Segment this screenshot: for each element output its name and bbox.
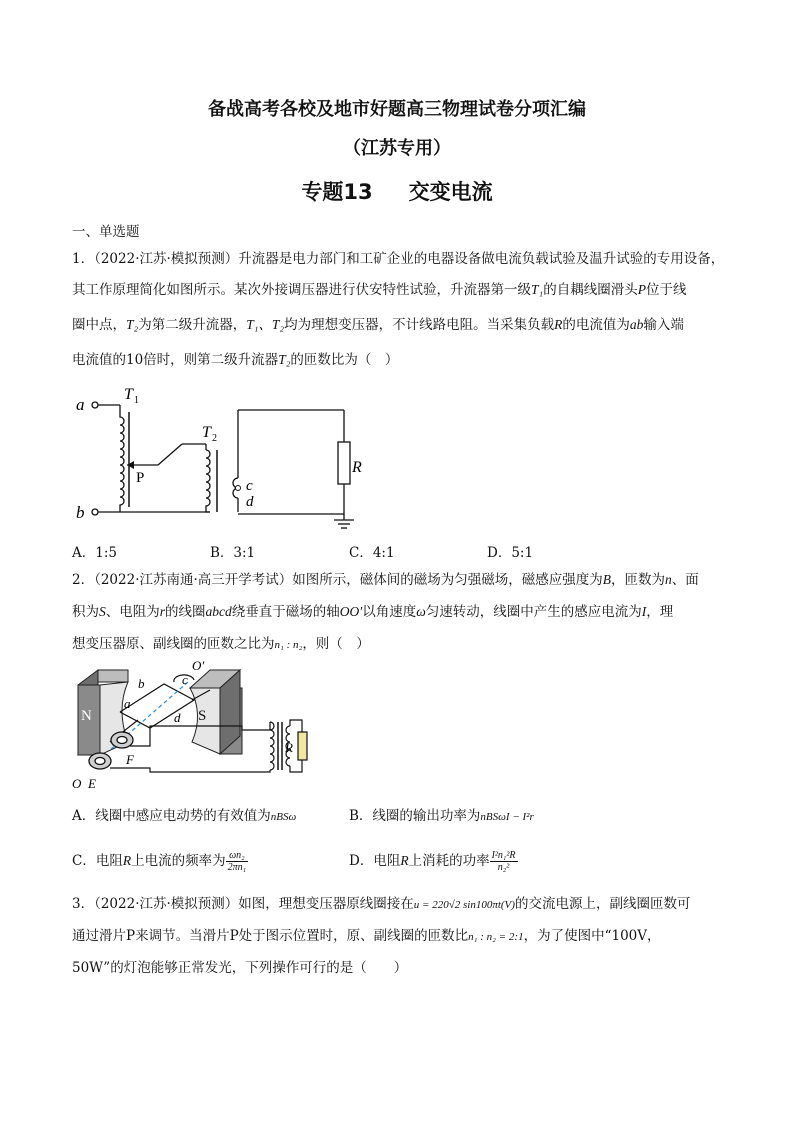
q2-line-1: 2．（2022·江苏南通·高三开学考试）如图所示，磁体间的磁场为匀强磁场，磁感应强度为B，匝数为n、面 <box>72 572 699 588</box>
q1-label-a: a <box>76 395 85 414</box>
title-line-2: （江苏专用） <box>343 138 451 159</box>
q1-label-t2-sub: 2 <box>212 433 217 444</box>
q2-option-c-fraction: $\frac{\text{ωn₂}}{\text{2πn₁}}$ <box>227 850 247 873</box>
q2-option-c[interactable]: C．电阻R上电流的频率为 $\frac{\text{ωn₂}}{\text{2πn₁}}$ <box>72 850 247 873</box>
q1-line-3: 圈中点，T₂为第二级升流器，T₁、T₂均为理想变压器，不计线路电阻。当采集负载R的电流值为ab输入端 <box>72 317 684 333</box>
q1-line-1: 1．（2022·江苏·模拟预测）升流器是电力部门和工矿企业的电器设备做电流负载试验及温升试验的专用设备， <box>72 251 725 267</box>
q1-label-t1-sub: 1 <box>134 395 139 406</box>
topic-title <box>0 176 794 206</box>
q2-line-3: 想变压器原、副线圈的匝数之比为n₁ : n₂，则（ ） <box>72 636 370 652</box>
q1-label-c: c <box>246 478 253 494</box>
q1-label-b: b <box>76 503 85 522</box>
q1-label-r: R <box>352 459 362 476</box>
q2-label-a: a <box>124 696 131 711</box>
q1-option-d[interactable]: D．5:1 <box>487 545 534 561</box>
q3-line-2: 通过滑片P来调节。当滑片P处于图示位置时，原、副线圈的匝数比n₁ : n₂ = 2:1，为了使图中“100V， <box>72 928 661 944</box>
q1-line-2: 其工作原理简化如图所示。某次外接调压器进行伏安特性试验，升流器第一级T₁的自耦线圈滑头P位于线 <box>72 282 687 298</box>
q2-label-s: S <box>198 708 207 724</box>
section-label: 一、单选题 <box>72 224 140 240</box>
q1-label-t1: T <box>124 386 133 403</box>
q2-option-d-fraction: $\frac{\text{I²n₁²R}}{\text{n₂²}}$ <box>491 850 516 873</box>
q3-line-3: 50W”的灯泡能够正常发光，下列操作可行的是（ ） <box>72 960 408 976</box>
q1-label-t2: T <box>202 424 211 441</box>
q1-label-p: P <box>136 470 145 486</box>
q2-line-2: 积为S、电阻为r的线圈abcd绕垂直于磁场的轴OO′以角速度ω匀速转动，线圈中产生的感应电流为I，理 <box>72 604 674 620</box>
q2-label-n: N <box>81 708 92 724</box>
q1-label-d: d <box>246 494 254 510</box>
q2-label-c: c <box>182 672 188 687</box>
q2-label-f: F <box>126 752 134 767</box>
q1-option-a[interactable]: A．1:5 <box>72 545 117 561</box>
q2-label-e: E <box>88 776 96 791</box>
q2-label-d: d <box>174 710 181 725</box>
q1-line-4: 电流值的10倍时，则第二级升流器T₂的匝数比为（ ） <box>72 352 399 368</box>
q2-label-o: O <box>72 776 82 791</box>
q2-option-b[interactable]: B．线圈的输出功率为nBSωI − I²r <box>349 808 534 824</box>
q2-generator-diagram <box>70 660 320 792</box>
q2-option-d[interactable]: D．电阻R上消耗的功率 $\frac{\text{I²n₁²R}}{\text{n₂²}}$ <box>349 850 516 873</box>
title-line-1: 备战高考各校及地市好题高三物理试卷分项汇编 <box>208 99 586 120</box>
q1-circuit-diagram <box>70 382 360 532</box>
q1-option-c[interactable]: C．4:1 <box>349 545 395 561</box>
q2-option-a[interactable]: A．线圈中感应电动势的有效值为nBSω <box>72 808 297 824</box>
q2-label-r: R <box>285 740 293 755</box>
topic-name: 交变电流 <box>408 180 493 204</box>
q3-line-1: 3．（2022·江苏·模拟预测）如图，理想变压器原线圈接在u = 220√2 sin100πt(V)的交流电源上，副线圈匝数可 <box>72 896 691 912</box>
q1-option-b[interactable]: B．3:1 <box>210 545 256 561</box>
q2-label-b: b <box>138 676 145 691</box>
q2-label-oprime: O′ <box>192 658 205 673</box>
topic-number: 专题13 <box>301 180 373 204</box>
